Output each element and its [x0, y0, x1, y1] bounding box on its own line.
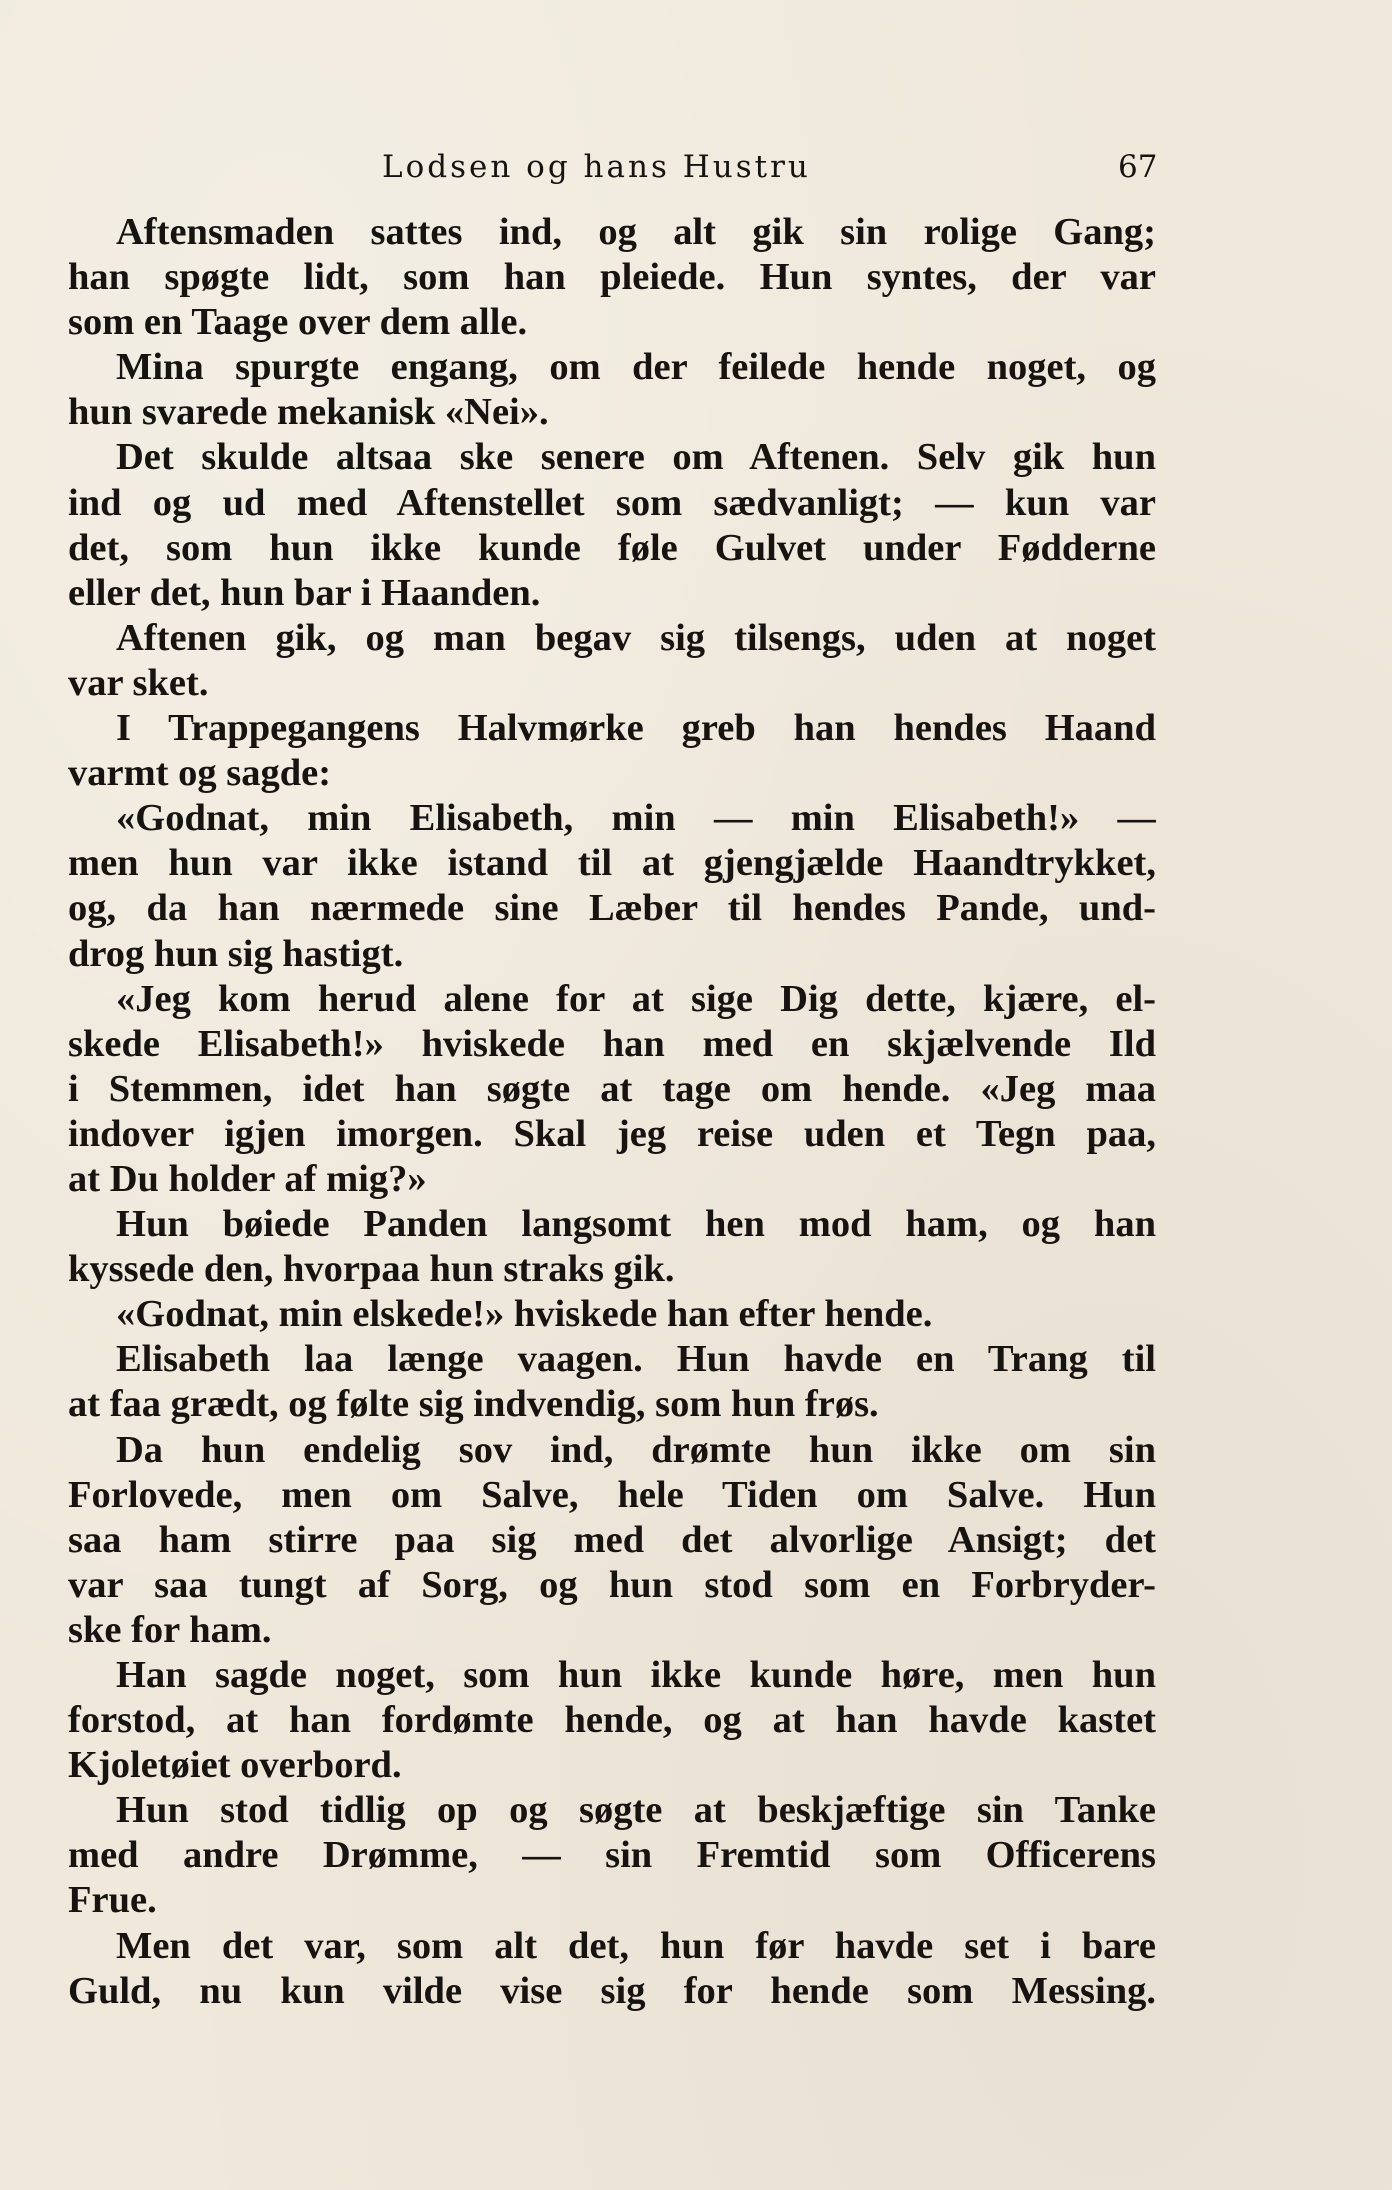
text-line: Guld, nu kun vilde vise sig for hende som Messing. — [68, 1969, 1156, 2012]
text-line: var saa tungt af Sorg, og hun stod som en Forbryder- — [68, 1563, 1156, 1606]
text-line: kyssede den, hvorpaa hun straks gik. — [68, 1248, 675, 1291]
text-line: Hun bøiede Panden langsomt hen mod ham, og han — [116, 1203, 1156, 1246]
text-line: hun svarede mekanisk «Nei». — [68, 391, 549, 434]
text-line: Det skulde altsaa ske senere om Aftenen. Selv gik hun — [116, 436, 1156, 479]
text-line: Hun stod tidlig op og søgte at beskjæftige sin Tanke — [116, 1789, 1156, 1832]
text-line: Elisabeth laa længe vaagen. Hun havde en Trang til — [116, 1338, 1156, 1381]
text-line: eller det, hun bar i Haanden. — [68, 571, 541, 614]
running-title: Lodsen og hans Hustru — [382, 149, 811, 185]
text-line: I Trappegangens Halvmørke greb han hendes Haand — [116, 707, 1156, 750]
text-line: Aftenen gik, og man begav sig tilsengs, uden at noget — [116, 616, 1156, 659]
text-line: Aftensmaden sattes ind, og alt gik sin rolige Gang; — [116, 211, 1156, 253]
text-line: drog hun sig hastigt. — [68, 932, 404, 975]
text-line: var sket. — [68, 661, 209, 704]
text-line: Mina spurgte engang, om der feilede hende noget, og — [116, 346, 1156, 389]
page-number: 67 — [1118, 149, 1158, 185]
text-line: at Du holder af mig?» — [68, 1157, 427, 1200]
text-line: varmt og sagde: — [68, 752, 332, 795]
text-line: det, som hun ikke kunde føle Gulvet under Fødderne — [68, 526, 1156, 569]
text-line: «Jeg kom herud alene for at sige Dig dette, kjære, el- — [116, 977, 1156, 1020]
text-line: ske for ham. — [68, 1608, 272, 1651]
text-line: ind og ud med Aftenstellet som sædvanligt; — kun var — [68, 481, 1156, 524]
text-line: og, da han nærmede sine Læber til hendes Pande, und- — [68, 887, 1156, 930]
text-line: Da hun endelig sov ind, drømte hun ikke om sin — [116, 1428, 1156, 1471]
text-line: «Godnat, min elskede!» hviskede han efter hende. — [116, 1293, 933, 1336]
text-line: Frue. — [68, 1879, 157, 1922]
text-line: med andre Drømme, — sin Fremtid som Officerens — [68, 1834, 1156, 1877]
body-text — [68, 210, 1156, 2014]
text-line: Kjoletøiet overbord. — [68, 1744, 402, 1787]
text-line: indover igjen imorgen. Skal jeg reise uden et Tegn paa, — [68, 1112, 1156, 1155]
text-line: Forlovede, men om Salve, hele Tiden om Salve. Hun — [68, 1473, 1156, 1516]
running-head — [0, 142, 1392, 192]
text-line: men hun var ikke istand til at gjengjælde Haandtrykket, — [68, 842, 1156, 885]
text-line: Men det var, som alt det, hun før havde set i bare — [116, 1924, 1156, 1967]
text-line: forstod, at han fordømte hende, og at han havde kastet — [68, 1699, 1156, 1742]
text-line: som en Taage over dem alle. — [68, 301, 528, 344]
text-line: han spøgte lidt, som han pleiede. Hun syntes, der var — [68, 256, 1156, 299]
text-line: i Stemmen, idet han søgte at tage om hende. «Jeg maa — [68, 1067, 1156, 1110]
text-line: «Godnat, min Elisabeth, min — min Elisabeth!» — — [116, 797, 1156, 840]
text-line: at faa grædt, og følte sig indvendig, som hun frøs. — [68, 1383, 879, 1426]
text-line: skede Elisabeth!» hviskede han med en skjælvende Ild — [68, 1022, 1156, 1065]
text-line: saa ham stirre paa sig med det alvorlige Ansigt; det — [68, 1518, 1156, 1561]
text-line: Han sagde noget, som hun ikke kunde høre, men hun — [116, 1654, 1156, 1696]
